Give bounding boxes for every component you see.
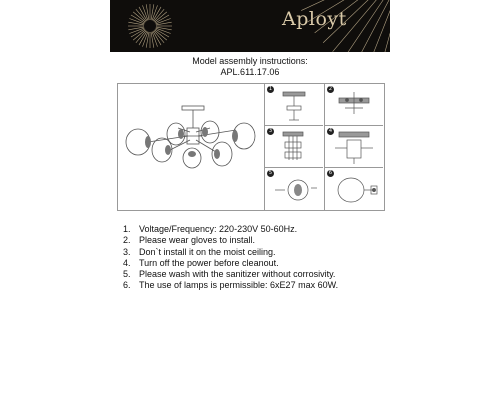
step-5-cell [264,168,323,210]
step-1-cell [264,84,323,126]
step-6-cell [324,168,383,210]
spec-item: 4. Turn off the power before cleanout. [123,257,279,268]
chandelier-illustration [118,84,264,210]
spec-item: 3. Don`t install it on the moist ceiling. [123,246,276,257]
brand-banner [110,0,390,52]
step-4-cell [324,126,383,168]
step-number: 1 [268,86,273,92]
step-number: 3 [268,128,273,134]
instructions-header [0,56,500,78]
step-number: 6 [328,170,333,176]
assembly-diagram [117,83,385,211]
specifications-list [123,224,338,292]
step-number: 4 [328,128,333,134]
spec-item: 5. Please wash with the sanitizer without corrosivity. [123,269,336,280]
assembly-steps-grid [264,84,384,210]
step-number: 5 [268,170,273,176]
instructions-title: Model assembly instructions: [192,56,308,66]
spec-item: 1. Voltage/Frequency: 220-230V 50-60Hz. [123,224,298,234]
step-number: 2 [328,86,333,92]
spec-item: 6. The use of lamps is permissible: 6xE27 max 60W. [123,280,339,291]
brand-name: Aployt [282,8,347,30]
spec-item: 2. Please wear gloves to install. [123,235,256,246]
step-3-cell [264,126,323,168]
sunburst-logo-icon [110,0,390,52]
model-number: APL.611.17.06 [220,67,280,77]
step-2-cell [324,84,383,126]
